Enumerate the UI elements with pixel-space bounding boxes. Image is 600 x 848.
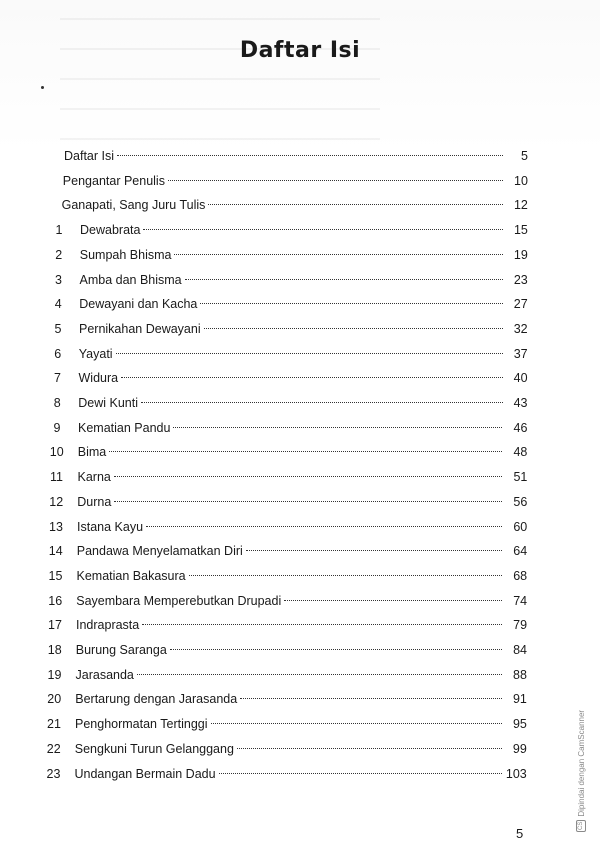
toc-page-number: 60 [513,519,528,534]
dot-leader [146,525,502,527]
dot-leader [109,450,502,452]
toc-entry-title: Yayati [78,346,113,361]
dot-leader [284,599,502,601]
toc-chapter-number: 21 [47,717,61,732]
toc-entry [45,566,528,586]
dot-leader [168,179,503,181]
dot-leader [200,302,502,304]
toc-entry-title: Kematian Bakasura [76,568,186,583]
toc-entry-title: Istana Kayu [77,519,144,534]
toc-chapter-number: 23 [46,766,61,781]
toc-entry-title: Dewayani dan Kacha [79,297,198,312]
toc-entry-title: Penghormatan Tertinggi [75,717,208,732]
toc-page-number: 48 [513,445,528,460]
toc-page-number: 84 [513,643,527,657]
toc-entry-title: Undangan Bermain Dadu [74,766,216,781]
toc-chapter-number: 19 [47,667,62,682]
toc-chapter-number: 5 [54,321,62,336]
toc-page-number: 103 [505,766,527,781]
toc-entry-title: Karna [77,470,111,485]
toc-chapter-number: 6 [54,346,62,361]
toc-chapter-number: 9 [53,420,61,435]
toc-page-number: 56 [513,494,528,509]
toc-entry-title: Sayembara Memperebutkan Drupadi [76,593,282,608]
toc-chapter-number: 13 [49,519,63,534]
toc-entry-title: Widura [78,371,119,386]
toc-page-number: 99 [512,741,527,756]
toc-entry-title: Indraprasta [76,618,140,633]
toc-entry [62,195,528,215]
toc-chapter-number: 7 [54,371,61,386]
toc-page-number: 79 [513,618,528,633]
toc-chapter-number: 15 [48,568,63,583]
toc-page-number: 15 [513,223,528,238]
dot-leader [143,228,502,230]
toc-chapter-number: 22 [46,741,61,756]
toc-chapter-number: 2 [55,247,63,262]
toc-entry-title: Bima [77,445,107,460]
toc-entry-title: Daftar Isi [64,149,115,163]
toc-page-number: 88 [513,667,527,682]
dot-leader [170,648,502,650]
dot-leader [204,327,503,329]
dot-leader [246,549,502,551]
toc-entry [43,764,527,784]
toc-entry-title: Ganapati, Sang Juru Tulis [61,198,206,213]
dot-leader [142,623,502,625]
dot-leader [189,574,503,576]
toc-entry-title: Jarasanda [75,667,134,682]
toc-page-number: 43 [513,396,528,410]
toc-entry [47,319,528,339]
toc-entry [46,393,527,413]
toc-entry [44,665,527,685]
toc-entry [63,171,528,191]
toc-entry [46,442,528,462]
toc-page-number: 27 [513,297,528,312]
toc-page-number: 95 [512,717,527,732]
toc-entry [48,270,528,290]
scanner-watermark [575,709,587,832]
toc-page-number: 12 [513,198,528,213]
toc-entry [47,294,527,314]
toc-entry [48,245,528,265]
dot-leader [240,697,502,699]
dot-leader [137,673,502,675]
dot-leader [185,278,503,280]
toc-entry [47,344,528,364]
dot-leader [141,401,503,403]
ink-speck [41,86,44,89]
toc-page-number: 5 [521,149,528,163]
toc-chapter-number: 18 [47,643,62,657]
toc-page-number: 51 [513,470,528,485]
toc-page-number: 23 [513,272,528,287]
dot-leader [117,154,503,156]
toc-entry [64,146,528,166]
toc-entry-title: Bertarung dengan Jarasanda [75,692,238,707]
camscanner-logo-icon: CS [578,821,584,830]
toc-entry-title: Dewabrata [80,223,141,238]
dot-leader [208,203,502,205]
toc-page-number: 10 [514,173,528,188]
toc-chapter-number: 16 [48,593,63,608]
toc-entry [43,739,527,759]
dot-leader [116,352,503,354]
toc-entry-title: Sengkuni Turun Gelanggang [74,741,234,756]
toc-entry [45,492,527,512]
toc-chapter-number: 8 [53,396,61,410]
toc-entry-title: Kematian Pandu [78,420,171,435]
toc-chapter-number: 20 [47,692,62,707]
toc-entry-title: Amba dan Bhisma [79,272,182,287]
toc-entry-title: Dewi Kunti [78,396,138,410]
toc-page-number: 40 [513,371,528,386]
toc-chapter-number: 17 [48,618,62,633]
toc-entry-title: Pernikahan Dewayani [79,321,201,336]
toc-page-number: 68 [513,568,528,583]
toc-entry [46,418,527,438]
toc-chapter-number: 3 [55,272,62,287]
toc-page-number: 32 [513,321,528,336]
toc-page-number: 74 [513,593,528,608]
dot-leader [114,500,502,502]
toc-entry [45,517,527,537]
toc-page-number: 64 [513,544,528,559]
toc-page-number: 46 [513,420,528,435]
toc-page-number: 91 [512,692,527,707]
dot-leader [237,747,502,749]
toc-chapter-number: 1 [55,223,63,238]
dot-leader [219,772,502,774]
toc-entry-title: Sumpah Bhisma [79,247,172,262]
dot-leader [114,475,502,477]
toc-entry [48,220,528,240]
toc-entry [43,714,527,734]
toc-entry [47,368,528,388]
toc-entry-title: Pandawa Menyelamatkan Diri [76,544,243,559]
dot-leader [121,376,502,378]
scanner-watermark-text: Dipindai dengan CamScanner [576,709,586,817]
toc-entry-title: Durna [77,494,112,509]
toc-chapter-number: 14 [48,544,63,559]
dot-leader [173,426,502,428]
toc-entry [46,467,528,487]
show-through-text [60,0,380,140]
dot-leader [211,722,502,724]
toc-chapter-number: 4 [54,297,62,312]
toc-entry [44,640,527,660]
toc-entry [44,615,527,635]
toc-page-number: 19 [513,247,528,262]
toc-chapter-number: 11 [50,470,63,485]
toc-page-number: 37 [513,346,528,361]
page-title: Daftar Isi [239,38,361,63]
toc-entry [43,689,527,709]
toc-entry-title: Burung Saranga [75,643,167,657]
toc-chapter-number: 12 [49,494,64,509]
toc-entry [44,591,527,611]
page-number: 5 [516,826,524,841]
toc-chapter-number: 10 [49,445,64,460]
toc-entry-title: Pengantar Penulis [62,173,165,188]
toc-entry [45,541,527,561]
dot-leader [174,253,502,255]
